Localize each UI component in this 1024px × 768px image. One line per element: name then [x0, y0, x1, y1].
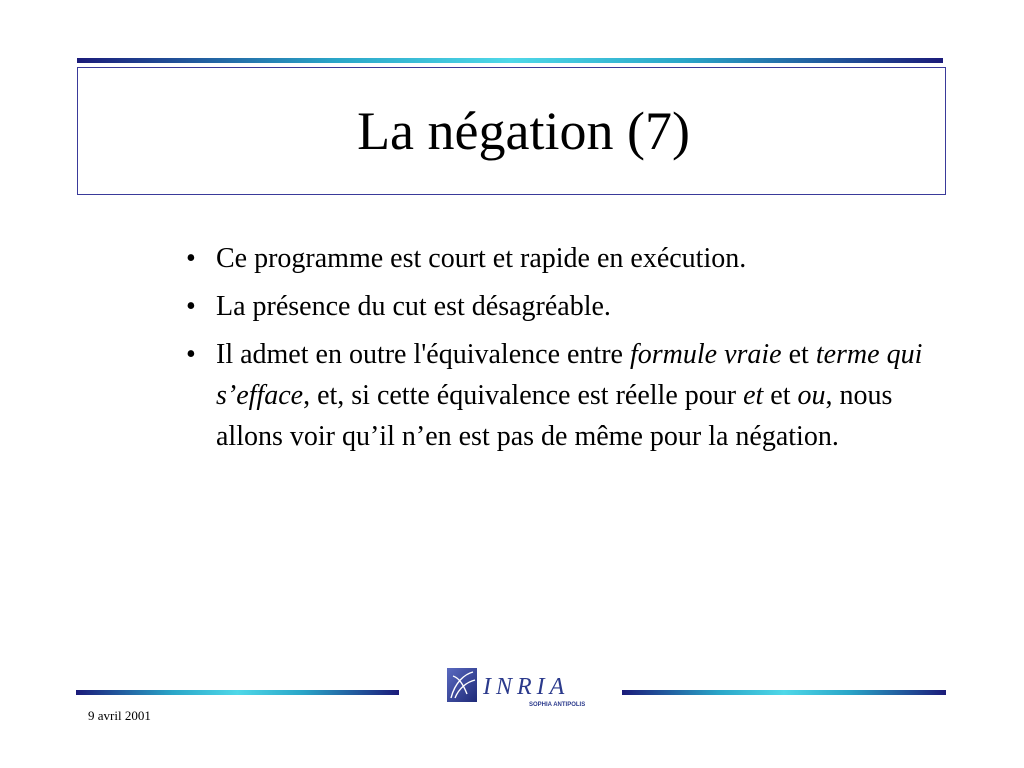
bottom-right-gradient-rule: [622, 690, 946, 695]
logo-subtitle: SOPHIA ANTIPOLIS: [529, 702, 586, 708]
bottom-left-gradient-rule: [76, 690, 399, 695]
bullet-item: [186, 286, 946, 327]
emphasis-ou: ou: [797, 380, 826, 411]
emphasis-terme-qui-s-efface: terme qui s’efface: [216, 339, 923, 411]
bullet-item: [186, 334, 946, 457]
bullet-text: Ce programme est court et rapide en exécution.: [216, 243, 747, 274]
inria-logo: [445, 664, 605, 712]
bullet-dot: •: [186, 243, 196, 274]
title-box: [77, 67, 946, 195]
top-gradient-rule: [77, 58, 943, 63]
emphasis-formule-vraie: formule vraie: [629, 339, 782, 370]
slide-title: La négation (7): [357, 101, 690, 161]
bullet-text: La présence du cut est désagréable.: [216, 291, 611, 322]
bullet-item: [186, 238, 946, 279]
bullet-text: Il admet en outre l'équivalence entre formule vraie et terme qui s’efface, et, si cette équivalence est réelle pour et et ou, nous allons voir qu’il n’en est pas de même pour la négation.: [216, 339, 923, 452]
bullet-list: [186, 238, 946, 464]
logo-wordmark: INRIA: [483, 674, 570, 700]
bullet-dot: •: [186, 291, 196, 322]
footer-date: 9 avril 2001: [88, 708, 151, 723]
bullet-dot: •: [186, 339, 196, 370]
emphasis-et: et: [743, 380, 764, 411]
